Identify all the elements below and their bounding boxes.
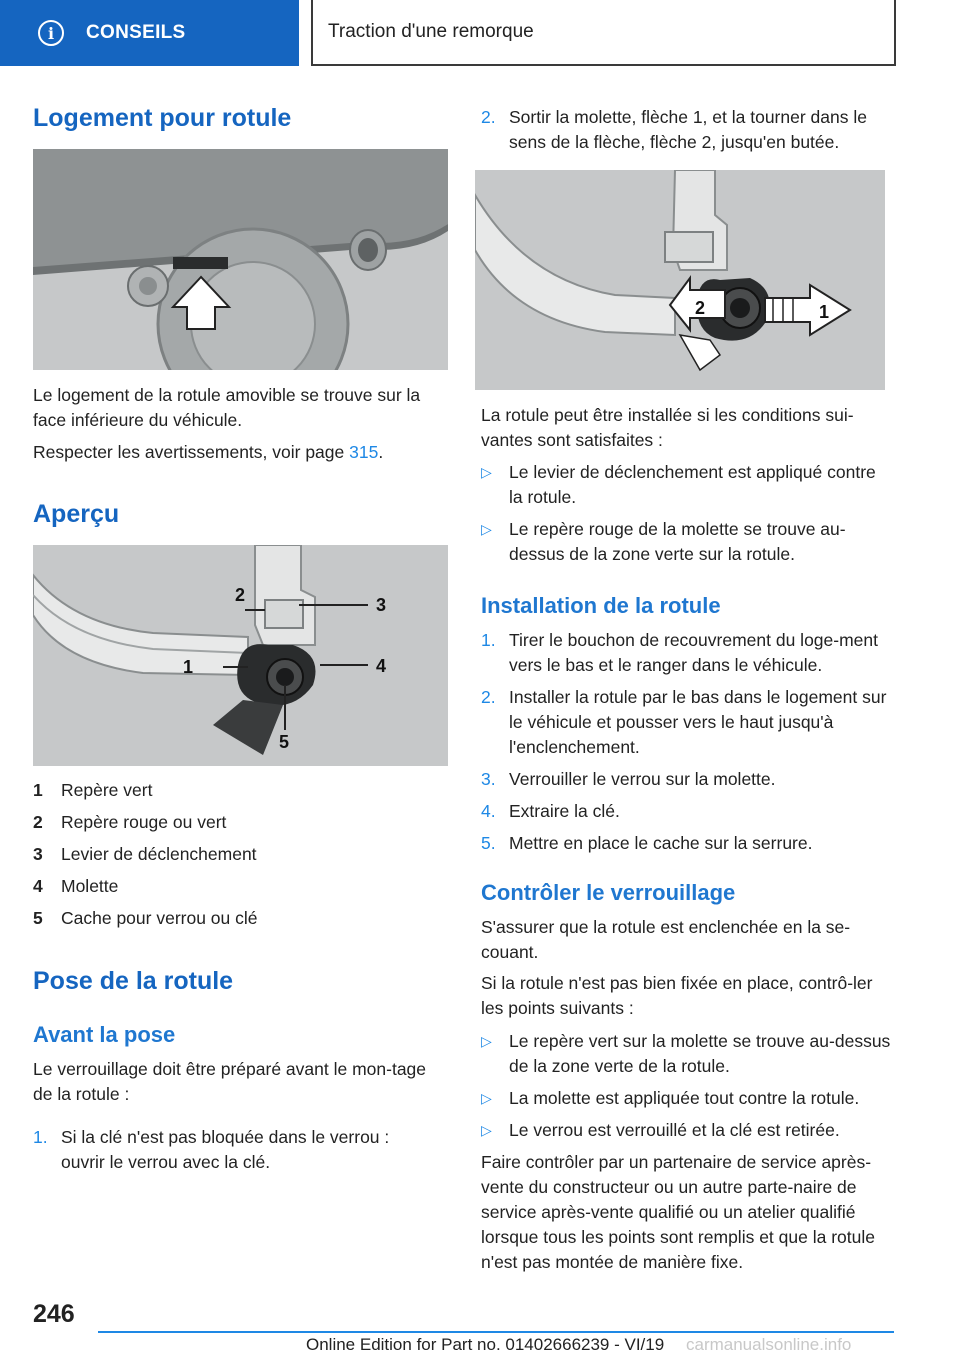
bullet-item	[481, 1029, 894, 1079]
triangle-bullet-icon: ▷	[481, 521, 492, 537]
step-number: 4.	[481, 801, 496, 821]
heading-logement: Logement pour rotule	[33, 104, 292, 132]
check-list	[481, 1029, 894, 1143]
bullet-text: La molette est appliquée tout contre la rotule.	[509, 1088, 860, 1108]
paragraph-location: Le logement de la rotule amovible se trouve sur la face inférieure du véhicule.	[33, 385, 421, 430]
legend-text: Repère rouge ou vert	[61, 812, 227, 832]
bullet-item	[481, 1118, 894, 1143]
bullet-text: Le repère rouge de la molette se trouve au-dessus de la zone verte sur la rotule.	[509, 519, 846, 564]
legend-text: Molette	[61, 876, 119, 896]
figure-overview	[33, 545, 448, 766]
paragraph-preparation: Le verrouillage doit être préparé avant le mon‐tage de la rotule :	[33, 1059, 427, 1104]
step-item	[481, 105, 894, 155]
legend-number: 5	[33, 908, 43, 928]
page-link-315[interactable]: 315	[349, 442, 379, 462]
triangle-bullet-icon: ▷	[481, 1033, 492, 1049]
bullet-item	[481, 517, 894, 567]
paragraph-service: Faire contrôler par un partenaire de service après-vente du constructeur ou un autre parte‐naire de service après-vente qualifié ou un atelier qualifié lorsque tous les points sont remplis et que la rotule n'est pas montée de manière fixe.	[481, 1152, 875, 1272]
heading-apercu: Aperçu	[33, 500, 120, 528]
edition-text: Online Edition for Part no. 01402666239 - VI/19	[306, 1335, 665, 1354]
overview-legend	[33, 778, 448, 931]
triangle-bullet-icon: ▷	[481, 464, 492, 480]
legend-number: 1	[33, 780, 43, 800]
steps-continued	[481, 105, 894, 155]
legend-number: 4	[33, 876, 43, 896]
step-text: Tirer le bouchon de recouvrement du loge‐ment vers le bas et le ranger dans le véhicule.	[509, 630, 878, 675]
step-number: 1.	[481, 630, 496, 650]
info-icon: i	[38, 20, 64, 46]
heading-pose: Pose de la rotule	[33, 967, 234, 995]
overview-label-3: 3	[376, 595, 387, 615]
legend-item	[33, 810, 448, 835]
step-number: 2.	[481, 687, 496, 707]
paragraph-shake: S'assurer que la rotule est enclenchée en la se‐couant.	[481, 917, 851, 962]
warning-text-end: .	[378, 442, 384, 462]
installation-steps	[481, 628, 894, 856]
overview-label-5: 5	[279, 732, 290, 752]
step-text: Verrouiller le verrou sur la molette.	[509, 769, 776, 789]
overview-label-2: 2	[235, 585, 246, 605]
step-item	[481, 767, 894, 792]
step-number: 5.	[481, 833, 496, 853]
step-number: 3.	[481, 769, 496, 789]
watermark-text: carmanualsonline.info	[686, 1335, 852, 1354]
overview-label-4: 4	[376, 656, 387, 676]
legend-item	[33, 906, 448, 931]
paragraph-warning	[33, 440, 448, 465]
subheading-installation: Installation de la rotule	[481, 593, 721, 618]
bullet-item	[481, 1086, 894, 1111]
figure-knob-turn	[475, 170, 885, 390]
turn-label-1: 1	[819, 302, 830, 322]
step-item	[481, 685, 894, 760]
figure-hitch-receptacle	[33, 149, 448, 370]
knob-turn-illustration	[475, 170, 885, 390]
overview-label-1: 1	[183, 657, 194, 677]
step-item	[33, 1125, 433, 1175]
bullet-text: Le verrou est verrouillé et la clé est retirée.	[509, 1120, 840, 1140]
bullet-text: Le levier de déclenchement est appliqué contre la rotule.	[509, 462, 876, 507]
bullet-item	[481, 460, 894, 510]
legend-number: 2	[33, 812, 43, 832]
overview-illustration	[33, 545, 448, 766]
legend-text: Cache pour verrou ou clé	[61, 908, 258, 928]
paragraph-conditions: La rotule peut être installée si les conditions sui‐vantes sont satisfaites :	[481, 405, 854, 450]
step-item	[481, 628, 894, 678]
chapter-title: Traction d'une remorque	[328, 21, 534, 42]
hitch-receptacle-illustration	[33, 149, 448, 370]
legend-item	[33, 842, 448, 867]
paragraph-check: Si la rotule n'est pas bien fixée en place, contrô‐ler les points suivants :	[481, 973, 873, 1018]
section-tab[interactable]	[0, 0, 299, 66]
step-text: Sortir la molette, flèche 1, et la tourner dans le sens de la flèche, flèche 2, jusqu'en butée.	[509, 107, 867, 152]
legend-number: 3	[33, 844, 43, 864]
turn-label-2: 2	[695, 298, 706, 318]
step-item	[481, 831, 894, 856]
footer-divider	[98, 1331, 894, 1333]
section-tab-label: CONSEILS	[86, 22, 186, 43]
page-number: 246	[33, 1300, 75, 1328]
bullet-text: Le repère vert sur la molette se trouve au-dessus de la zone verte de la rotule.	[509, 1031, 891, 1076]
subheading-avant-pose: Avant la pose	[33, 1022, 176, 1047]
legend-item	[33, 778, 448, 803]
conditions-list	[481, 460, 894, 567]
step-number: 2.	[481, 107, 496, 127]
triangle-bullet-icon: ▷	[481, 1090, 492, 1106]
step-text: Mettre en place le cache sur la serrure.	[509, 833, 813, 853]
legend-item	[33, 874, 448, 899]
step-item	[481, 799, 894, 824]
step-text: Extraire la clé.	[509, 801, 620, 821]
step-text: Si la clé n'est pas bloquée dans le verrou : ouvrir le verrou avec la clé.	[61, 1127, 390, 1172]
warning-text: Respecter les avertissements, voir page	[33, 442, 350, 462]
legend-text: Levier de déclenchement	[61, 844, 257, 864]
step-text: Installer la rotule par le bas dans le logement sur le véhicule et pousser vers le haut jusqu'à l'enclenchement.	[509, 687, 887, 757]
triangle-bullet-icon: ▷	[481, 1122, 492, 1138]
subheading-controle: Contrôler le verrouillage	[481, 880, 736, 905]
legend-text: Repère vert	[61, 780, 153, 800]
steps-before	[33, 1125, 433, 1175]
step-number: 1.	[33, 1127, 48, 1147]
chapter-header	[311, 0, 896, 66]
